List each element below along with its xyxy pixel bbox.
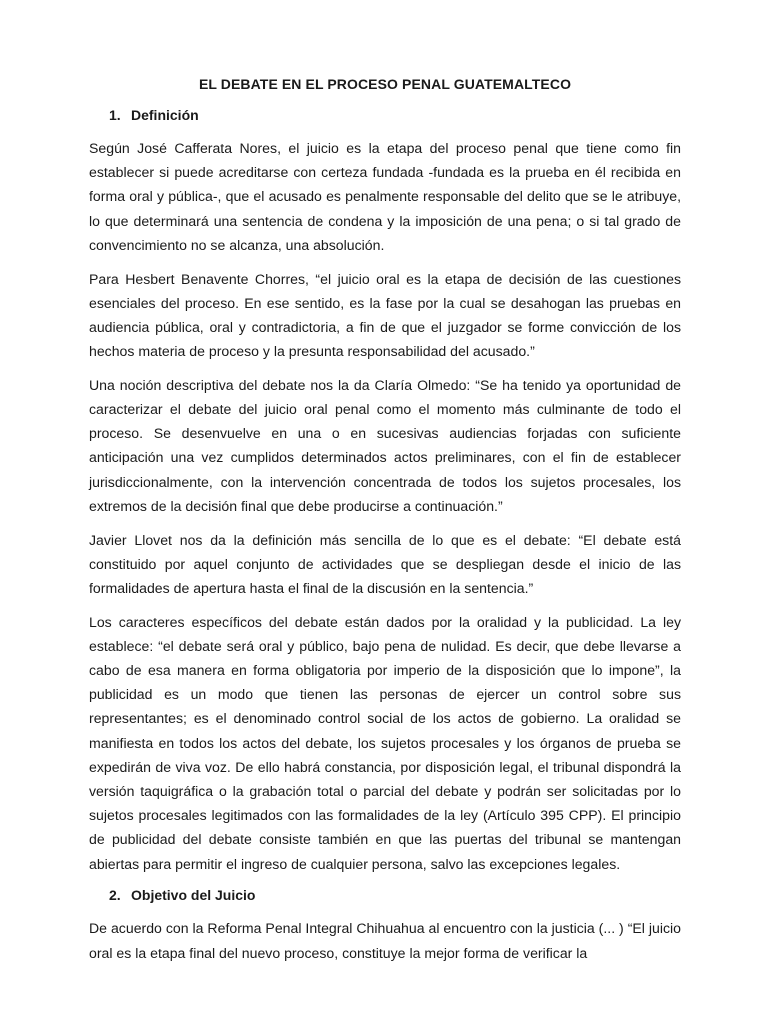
paragraph-benavente: Para Hesbert Benavente Chorres, “el juicio oral es la etapa de decisión de las cuestiones esenciales del proceso. En ese sentido, es la fase por la cual se desahogan las pruebas en audiencia pública, oral y contradictoria, a fin de que el juzgador se forme convicción de los hechos materia de proceso y la presunta responsabilidad del acusado.” bbox=[89, 270, 681, 360]
section-number: 2. bbox=[109, 887, 121, 904]
paragraph-chihuahua: De acuerdo con la Reforma Penal Integral Chihuahua al encuentro con la justicia (... ) “El juicio oral es la etapa final del nuevo proceso, constituye la mejor forma de verificar la bbox=[89, 920, 681, 961]
paragraph-caracteres: Los caracteres específicos del debate están dados por la oralidad y la publicidad. La ley establece: “el debate será oral y público, bajo pena de nulidad. Es decir, que debe llevarse a cabo de esa manera en forma obligatoria por imperio de la disposición que lo impone”, la publicidad es un modo que tienen las personas de ejercer un control sobre sus representantes; es el denominado control social de los actos de gobierno. La oralidad se manifiesta en todos los actos del debate, los sujetos procesales y los órganos de prueba se expedirán de viva voz. De ello habrá constancia, por disposición legal, el tribunal dispondrá la versión taquigráfica o la grabación total o parcial del debate y podrán ser solicitadas por lo sujetos procesales legitimados con las formalidades de la ley (Artículo 395 CPP). El principio de publicidad del debate consiste también en que las puertas del tribunal se mantengan abiertas para permitir el ingreso de cualquier persona, salvo las excepciones legales. bbox=[89, 613, 681, 872]
paragraph-claria-olmedo: Una noción descriptiva del debate nos la da Claría Olmedo: “Se ha tenido ya oportunidad de caracterizar el debate del juicio oral penal como el momento más culminante de todo el proceso. Se desenvuelve en una o en sucesivas audiencias forjadas con suficiente anticipación una vez cumplidos determinados actos preliminares, con el fin de establecer jurisdiccionalmente, con la intervención concentrada de todos los sujetos procesales, los extremos de la decisión final que debe producirse a continuación.” bbox=[89, 376, 681, 514]
document-title: EL DEBATE EN EL PROCESO PENAL GUATEMALTECO bbox=[198, 76, 572, 92]
document-page bbox=[89, 74, 681, 974]
section-heading-definicion bbox=[89, 105, 681, 125]
section-number: 1. bbox=[109, 107, 121, 123]
section-title: Objetivo del Juicio bbox=[131, 887, 256, 904]
paragraph-cafferata: Según José Cafferata Nores, el juicio es la etapa del proceso penal que tiene como fin establecer si puede acreditarse con certeza fundada -fundada es la prueba en él recibida en forma oral y pública-, que el acusado es penalmente responsable del delito que se le atribuye, lo que determinará una sentencia de condena y la imposición de una pena; o si tal grado de convencimiento no se alcanza, una absolución. bbox=[89, 140, 681, 253]
section-heading-objetivo bbox=[89, 885, 681, 905]
paragraph-llovet: Javier Llovet nos da la definición más sencilla de lo que es el debate: “El debate está constituido por aquel conjunto de actividades que se despliegan desde el inicio de las formalidades de apertura hasta el final de la discusión en la sentencia.” bbox=[89, 531, 681, 596]
section-title: Definición bbox=[131, 107, 199, 123]
